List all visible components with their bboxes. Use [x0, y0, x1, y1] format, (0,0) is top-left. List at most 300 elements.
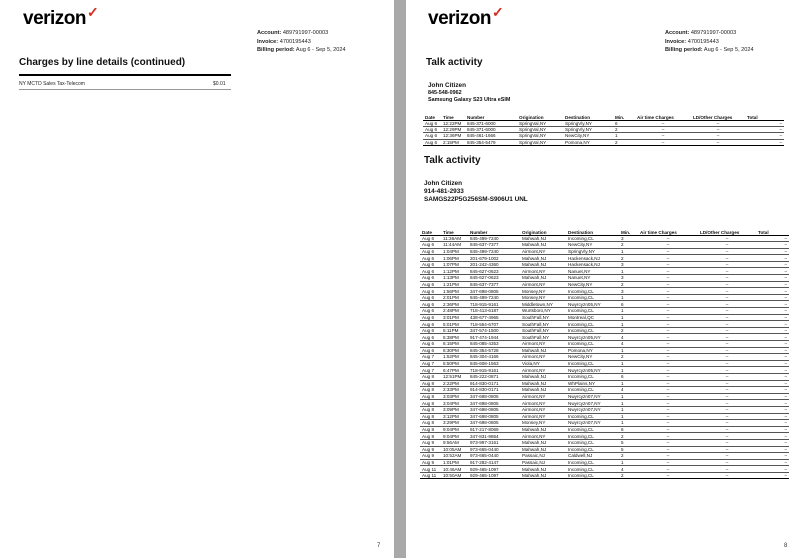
table-cell: 9:04PM [441, 433, 468, 440]
table-cell: Aug 6 [420, 242, 441, 249]
table-cell: Mahwah,NJ [520, 472, 566, 479]
column-header: Air time Charges [638, 219, 698, 235]
table-cell: Aug 8 [420, 433, 441, 440]
title-rule [19, 74, 231, 76]
table-cell: 914-830-0171 [468, 380, 520, 387]
table-cell: Monsey,NY [520, 294, 566, 301]
table-cell: – [756, 406, 789, 413]
table-cell: SpringVal,NY [517, 126, 563, 132]
table-cell: Aug 7 [420, 354, 441, 361]
table-cell: – [756, 301, 789, 308]
table-row [420, 294, 789, 301]
table-cell: – [638, 281, 698, 288]
table-cell: 12:22PM [441, 120, 465, 126]
table-row [420, 393, 789, 400]
table-cell: – [756, 354, 789, 361]
table-cell: 10:52AM [441, 453, 468, 460]
table-cell: Aug 9 [420, 453, 441, 460]
table-cell: – [756, 413, 789, 420]
table-cell: – [638, 466, 698, 473]
table-cell: 4 [619, 341, 638, 348]
table-cell: 9:04PM [441, 426, 468, 433]
table-cell: 845-608-1563 [468, 360, 520, 367]
column-header: Air time Charges [635, 112, 691, 120]
table-cell: Airmont,NY [520, 406, 566, 413]
table-cell: Aug 6 [420, 294, 441, 301]
table-cell: – [638, 275, 698, 282]
table-cell: 11:44AM [441, 242, 468, 249]
table-cell: – [756, 360, 789, 367]
table-cell: – [756, 439, 789, 446]
table-header [423, 112, 784, 120]
table-row [420, 367, 789, 374]
table-cell: – [698, 281, 756, 288]
table-cell: Aug 6 [423, 120, 441, 126]
table-cell: 5:50PM [441, 360, 468, 367]
table-cell: 5:11PM [441, 327, 468, 334]
table-cell: 845-304-4166 [468, 354, 520, 361]
table-cell: Aug 6 [420, 275, 441, 282]
table-cell: Incoming,CL [566, 387, 619, 394]
table-cell: 3:04PM [441, 400, 468, 407]
table-cell: 845-637-7377 [468, 281, 520, 288]
table-cell: Incoming,CL [566, 472, 619, 479]
table-cell: – [638, 268, 698, 275]
table-cell: – [756, 387, 789, 394]
table-cell: – [756, 327, 789, 334]
table-cell: 2 [619, 255, 638, 262]
table-cell: Incoming,CL [566, 288, 619, 295]
table-cell: – [638, 341, 698, 348]
table-cell: Mahwah,NJ [520, 275, 566, 282]
table-cell: – [638, 446, 698, 453]
table-row [420, 314, 789, 321]
customer-phone: 845-548-0962 [428, 90, 462, 96]
table-row [423, 139, 784, 145]
table-row [420, 472, 789, 479]
table-cell: Caldwell,NJ [566, 453, 619, 460]
table-row [420, 400, 789, 407]
table-cell: – [638, 413, 698, 420]
table-cell: Mahwah,NJ [520, 446, 566, 453]
table-cell: Mahwah,NJ [520, 466, 566, 473]
table-cell: – [638, 294, 698, 301]
table-cell: – [638, 261, 698, 268]
table-cell: – [756, 308, 789, 315]
table-cell: – [756, 334, 789, 341]
table-cell: 6:15PM [441, 341, 468, 348]
table-cell: 10:46AM [441, 466, 468, 473]
table-cell: – [638, 472, 698, 479]
table-cell: 3:01PM [441, 314, 468, 321]
table-cell: 347-698-0805 [468, 400, 520, 407]
customer-phone: 914-481-2933 [424, 188, 464, 195]
column-header: LD/Other Charges [698, 219, 756, 235]
table-cell: – [698, 347, 756, 354]
table-cell: Aug 6 [420, 255, 441, 262]
invoice-value: 4700195443 [279, 38, 311, 45]
table-cell: NewCity,NY [566, 354, 619, 361]
table-cell: 4 [619, 466, 638, 473]
table-cell: Nwyrcyzn07,NY [566, 420, 619, 427]
section-title: Talk activity [426, 57, 483, 68]
table-cell: – [756, 472, 789, 479]
table-cell: 5:38PM [441, 334, 468, 341]
table-cell: Mahwah,NJ [520, 439, 566, 446]
table-cell: – [698, 255, 756, 262]
table-cell: 1:21PM [441, 281, 468, 288]
billing-period-value: Aug 6 - Sep 5, 2024 [295, 47, 346, 54]
table-cell: – [698, 420, 756, 427]
table-cell: 973-665-0440 [468, 446, 520, 453]
table-cell: Mahwah,NJ [520, 261, 566, 268]
table-cell: Mahwah,NJ [520, 373, 566, 380]
table-cell: – [756, 433, 789, 440]
table-cell: 347-698-0805 [468, 420, 520, 427]
device-name: Samsung Galaxy S23 Ultra eSIM [428, 97, 511, 103]
table-cell: – [698, 327, 756, 334]
table-cell: 1 [619, 367, 638, 374]
column-header: Total [756, 219, 789, 235]
table-cell: – [638, 308, 698, 315]
table-row [420, 334, 789, 341]
table-cell: – [756, 261, 789, 268]
table-cell: 1 [619, 308, 638, 315]
table-cell: 1 [619, 314, 638, 321]
table-cell: NewCity,NY [566, 242, 619, 249]
logo-text: verizon [428, 8, 492, 29]
table-cell: Airmont,NY [520, 367, 566, 374]
table-cell: 12:29PM [441, 126, 465, 132]
table-cell: Aug 11 [420, 466, 441, 473]
table-header [420, 219, 789, 235]
column-header: Date [423, 112, 441, 120]
table-cell: Monsey,NY [520, 288, 566, 295]
table-cell: 845-627-0623 [468, 268, 520, 275]
table-cell: – [638, 400, 698, 407]
table-row [420, 235, 789, 242]
table-cell: 9:56AM [441, 439, 468, 446]
table-row [420, 308, 789, 315]
table-cell: – [698, 406, 756, 413]
table-cell: – [638, 334, 698, 341]
table-cell: 845-085-4353 [468, 341, 520, 348]
table-cell: 6 [613, 120, 635, 126]
table-cell: – [756, 466, 789, 473]
table-cell: 845-499-7240 [468, 294, 520, 301]
table-cell: Monsey,NY [520, 420, 566, 427]
table-cell: SpringVly,NY [563, 120, 613, 126]
table-row [420, 275, 789, 282]
table-cell: Incoming,CL [566, 413, 619, 420]
table-cell: 2 [619, 433, 638, 440]
table-cell: 845-354-5728 [468, 347, 520, 354]
table-row [420, 453, 789, 460]
table-cell: 845-222-0871 [468, 373, 520, 380]
table-cell: – [691, 139, 745, 145]
table-cell: Nwyrcyzn05,NY [566, 367, 619, 374]
table-cell: Aug 9 [420, 459, 441, 466]
table-cell: Airmont,NY [520, 413, 566, 420]
table-cell: 2 [619, 453, 638, 460]
table-cell: 917-217-8069 [468, 426, 520, 433]
table-row [420, 373, 789, 380]
table-cell: – [638, 248, 698, 255]
table-row [420, 288, 789, 295]
table-cell: – [638, 301, 698, 308]
table-row [420, 459, 789, 466]
customer-name: John Citizen [424, 180, 462, 187]
table-cell: Wurtsboro,NY [520, 308, 566, 315]
table-cell: Aug 6 [420, 281, 441, 288]
table-cell: 4 [619, 334, 638, 341]
column-header: LD/Other Charges [691, 112, 745, 120]
table-cell: – [756, 400, 789, 407]
table-cell: – [698, 354, 756, 361]
table-cell: 1:13PM [441, 275, 468, 282]
table-cell: – [756, 426, 789, 433]
checkmark-icon: ✓ [492, 4, 504, 20]
table-row [420, 433, 789, 440]
table-cell: – [698, 446, 756, 453]
table-cell: 2 [619, 472, 638, 479]
table-cell: – [756, 281, 789, 288]
table-cell: 845-371-6000 [465, 120, 517, 126]
table-cell: Aug 8 [420, 413, 441, 420]
table-cell: 1 [619, 406, 638, 413]
table-cell: 845-627-0623 [468, 275, 520, 282]
table-cell: SouthFall,NY [520, 321, 566, 328]
table-cell: 6:47PM [441, 367, 468, 374]
table-row [420, 261, 789, 268]
table-cell: 1:56PM [441, 288, 468, 295]
table-cell: SouthFall,NY [520, 314, 566, 321]
table-cell: Mahwah,NJ [520, 242, 566, 249]
table-cell: SouthFall,NY [520, 327, 566, 334]
table-cell: – [698, 439, 756, 446]
table-cell: – [698, 472, 756, 479]
table-cell: Aug 8 [420, 400, 441, 407]
logo-text: verizon [23, 8, 87, 29]
table-cell: 2 [619, 281, 638, 288]
table-cell: – [638, 406, 698, 413]
table-cell: 3:03PM [441, 393, 468, 400]
table-cell: – [756, 314, 789, 321]
table-cell: Airmont,NY [520, 354, 566, 361]
table-cell: – [638, 288, 698, 295]
table-cell: 2 [619, 327, 638, 334]
table-cell: 5 [619, 446, 638, 453]
table-cell: – [698, 341, 756, 348]
table-cell: Incoming,CL [566, 373, 619, 380]
table-cell: – [698, 301, 756, 308]
table-cell: 929-465-1097 [468, 466, 520, 473]
table-cell: Aug 8 [420, 393, 441, 400]
table-cell: – [698, 373, 756, 380]
table-cell: 12:51PM [441, 373, 468, 380]
table-cell: SpringVly,NY [566, 248, 619, 255]
table-cell: – [698, 268, 756, 275]
table-row [420, 301, 789, 308]
table-cell: 1:07PM [441, 261, 468, 268]
table-cell: – [698, 314, 756, 321]
account-label: Account: [665, 30, 690, 36]
table-cell: Aug 6 [420, 268, 441, 275]
table-cell: – [638, 453, 698, 460]
table-row [420, 354, 789, 361]
table-cell: Mahwah,NJ [520, 235, 566, 242]
table-cell: 6 [619, 426, 638, 433]
table-cell: 973-665-0440 [468, 453, 520, 460]
table-cell: – [756, 242, 789, 249]
table-cell: Airmont,NY [520, 341, 566, 348]
customer-name: John Citizen [428, 82, 466, 89]
table-cell: Aug 6 [420, 334, 441, 341]
table-cell: – [698, 393, 756, 400]
table-cell: 1 [619, 294, 638, 301]
table-cell: – [691, 126, 745, 132]
table-cell: WhPlains,NY [566, 380, 619, 387]
table-cell: Mahwah,NJ [520, 255, 566, 262]
table-cell: 718-915-9161 [468, 301, 520, 308]
table-cell: – [698, 387, 756, 394]
table-cell: Aug 6 [423, 126, 441, 132]
table-cell: Airmont,NY [520, 248, 566, 255]
page-title: Charges by line details (continued) [19, 57, 186, 68]
table-cell: 11:36AM [441, 235, 468, 242]
table-cell: 917-474-1944 [468, 334, 520, 341]
table-cell: 1:12PM [441, 268, 468, 275]
table-cell: Airmont,NY [520, 281, 566, 288]
table-cell: 347-698-0805 [468, 413, 520, 420]
table-cell: 347-574-1500 [468, 327, 520, 334]
table-cell: – [691, 133, 745, 139]
table-cell: 845-499-7240 [468, 235, 520, 242]
table-cell: Airmont,NY [520, 393, 566, 400]
table-cell: Aug 6 [420, 288, 441, 295]
page-8 [406, 0, 803, 558]
table-row [420, 413, 789, 420]
column-header: Destination [566, 219, 619, 235]
table-cell: SpringVal,NY [517, 133, 563, 139]
table-cell: Nanuet,NY [566, 275, 619, 282]
table-cell: 10:50AM [441, 472, 468, 479]
table-cell: – [638, 367, 698, 374]
table-row [420, 466, 789, 473]
table-cell: Nanuet,NY [566, 268, 619, 275]
table-row [420, 248, 789, 255]
table-cell: – [698, 248, 756, 255]
table-cell: Aug 6 [420, 248, 441, 255]
table-cell: 2 [613, 126, 635, 132]
table-cell: 1 [619, 248, 638, 255]
table-cell: 2:48PM [441, 308, 468, 315]
account-info [665, 29, 754, 55]
table-cell: Aug 6 [420, 261, 441, 268]
table-cell: – [745, 139, 784, 145]
table-cell: Mahwah,NJ [520, 380, 566, 387]
table-cell: – [756, 380, 789, 387]
column-header: Number [465, 112, 517, 120]
table-cell: – [756, 235, 789, 242]
table-cell: 1 [619, 268, 638, 275]
table-cell: 973-997-3161 [468, 439, 520, 446]
table-cell: – [638, 360, 698, 367]
table-cell: 201-242-4360 [468, 261, 520, 268]
table-cell: Nwyrcyzn07,NY [566, 406, 619, 413]
table-cell: 1:04PM [441, 248, 468, 255]
table-cell: Nwyrcyzn07,NY [566, 400, 619, 407]
charge-amount: $0.01 [213, 81, 226, 87]
table-cell: Aug 8 [420, 420, 441, 427]
table-cell: 845-371-6000 [465, 126, 517, 132]
table-cell: 718-554-6707 [468, 321, 520, 328]
billing-period-label: Billing period: [665, 47, 703, 54]
table-cell: Middletown,NY [520, 301, 566, 308]
table-cell: Aug 9 [420, 439, 441, 446]
table-cell: Mahwah,NJ [520, 347, 566, 354]
table-cell: 12:36PM [441, 133, 465, 139]
table-cell: Incoming,CL [566, 321, 619, 328]
table-cell: 845-499-7240 [468, 248, 520, 255]
table-cell: – [638, 314, 698, 321]
table-cell: 3:12PM [441, 413, 468, 420]
table-cell: 914-830-0171 [468, 387, 520, 394]
table-cell: – [638, 255, 698, 262]
table-row [420, 327, 789, 334]
table-cell: 438-677-4965 [468, 314, 520, 321]
table-cell: – [745, 120, 784, 126]
table-cell: – [698, 294, 756, 301]
column-header: Time [441, 219, 468, 235]
table-cell: 845-461-1666 [465, 133, 517, 139]
table-cell: – [756, 321, 789, 328]
table-cell: 3:29PM [441, 420, 468, 427]
table-row [420, 380, 789, 387]
table-cell: – [745, 133, 784, 139]
table-cell: 1 [619, 360, 638, 367]
table-cell: 2 [613, 139, 635, 145]
table-cell: Aug 6 [420, 347, 441, 354]
table-cell: 2:22PM [441, 380, 468, 387]
table-cell: – [756, 275, 789, 282]
table-row [420, 406, 789, 413]
table-row [420, 446, 789, 453]
table-cell: – [698, 426, 756, 433]
table-cell: Viola,NY [520, 360, 566, 367]
checkmark-icon: ✓ [87, 4, 99, 20]
table-cell: 2 [619, 242, 638, 249]
table-cell: 1:01PM [441, 459, 468, 466]
table-cell: – [638, 242, 698, 249]
table-cell: – [698, 433, 756, 440]
table-cell: NewCity,NY [563, 133, 613, 139]
table-row [420, 387, 789, 394]
table-row [420, 360, 789, 367]
table-cell: Nwyrcyzn07,NY [566, 393, 619, 400]
table-cell: Aug 6 [420, 301, 441, 308]
table-cell: – [698, 360, 756, 367]
column-header: Destination [563, 112, 613, 120]
table-cell: Incoming,CL [566, 439, 619, 446]
invoice-label: Invoice: [257, 38, 279, 45]
table-cell: Aug 8 [420, 387, 441, 394]
table-cell: Montreal,QC [566, 314, 619, 321]
table-cell: 5:01PM [441, 321, 468, 328]
table-cell: – [638, 439, 698, 446]
table-cell: 718-413-6187 [468, 308, 520, 315]
table-cell: Incoming,CL [566, 294, 619, 301]
